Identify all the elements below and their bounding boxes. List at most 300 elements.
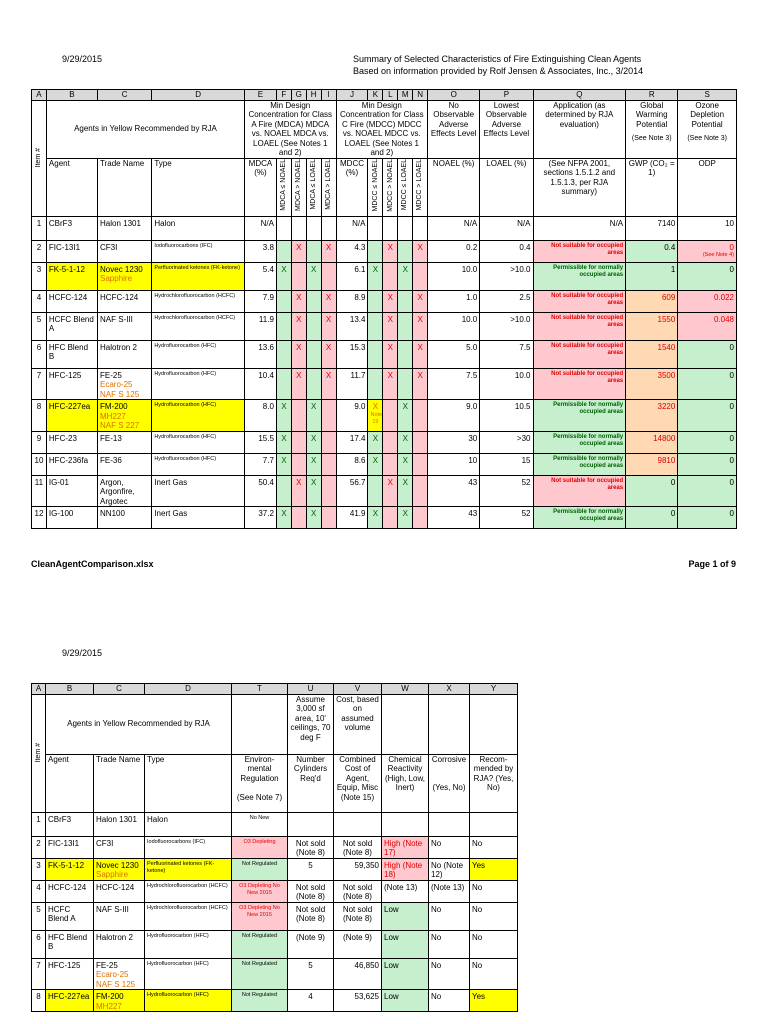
trade-name: [98, 507, 152, 529]
mdca-check-3: X: [306, 475, 321, 507]
agent-name: HFC-23: [46, 431, 97, 453]
recommended-by-rja: [470, 812, 518, 836]
trade-name: [98, 262, 152, 290]
environmental-regulation: Not Regulated: [232, 990, 288, 1012]
trade-name-primary: FE-25: [100, 370, 122, 380]
odp-header: Ozone Depletion Potential (See Note 3): [678, 100, 737, 158]
mdcc-check-4: [413, 290, 428, 312]
mdcc-check-2: [383, 216, 398, 240]
column-letter-m: M: [398, 90, 413, 101]
trade-name: [98, 290, 152, 312]
loael-value: >10.0: [480, 312, 533, 340]
table-row: [32, 858, 518, 880]
item-number: 1: [32, 216, 47, 240]
noael-value: 9.0: [428, 400, 480, 432]
mdcc-check-3: [398, 475, 413, 507]
column-letter-k: K: [368, 90, 383, 101]
mdca-check-2: X: [291, 475, 306, 507]
page-2: [0, 600, 768, 1024]
check-mark: X: [387, 314, 393, 324]
mdcc-value: 8.9: [336, 290, 368, 312]
agent-type: Hydrochlorofluorocarbon (HCFC): [145, 902, 232, 930]
corrosive: No (Note 12): [429, 858, 470, 880]
loael-header: Lowest Observable Adverse Effects Level: [480, 100, 533, 158]
cylinders-required: 5: [288, 958, 334, 990]
item-number: 1: [32, 812, 46, 836]
loael-value: 10.5: [480, 400, 533, 432]
mdcc-check-2: [383, 368, 398, 400]
trade-name-alt: Ecaro-25: [100, 380, 133, 389]
noael-col-header: NOAEL (%): [428, 158, 480, 216]
mdca-check-2: X: [291, 312, 306, 340]
agent-name: HFC-227ea: [46, 400, 97, 432]
odp-number: 0: [729, 477, 734, 487]
column-letter-b: B: [46, 90, 97, 101]
mdca-check-1: [276, 312, 291, 340]
y-header: [470, 694, 518, 754]
trade-name-primary: NAF S-III: [96, 904, 129, 914]
column-letter-e: E: [244, 90, 276, 101]
trade-name: [94, 930, 145, 958]
column-letter-a: A: [32, 90, 47, 101]
corrosive: [429, 812, 470, 836]
loael-value: >10.0: [480, 262, 533, 290]
trade-name: [98, 368, 152, 400]
mdca-value: 50.4: [244, 475, 276, 507]
trade-name-alt: MH227: [96, 1001, 122, 1011]
combined-cost: 59,350: [334, 858, 382, 880]
mdcc-check-3: [398, 453, 413, 475]
item-number: 11: [32, 475, 47, 507]
trade-name-primary: Argon, Argonfire, Argotec: [100, 477, 135, 506]
check-mark: X: [402, 264, 408, 274]
agent-type: Iodofluorocarbons (IFC): [152, 240, 245, 262]
environmental-regulation: Not Regulated: [232, 858, 288, 880]
gwp-value: 1: [626, 262, 678, 290]
column-letter-f: F: [276, 90, 291, 101]
mdcc-check-1: [368, 507, 383, 529]
item-number-header: Item #: [32, 694, 46, 812]
document-title: [353, 53, 643, 77]
mdcc-note: Note 19: [370, 411, 383, 425]
item-number: 8: [32, 990, 46, 1012]
mdca-value: 11.9: [244, 312, 276, 340]
u-header: Assume 3,000 sf area, 10' ceilings, 70 deg F: [288, 694, 334, 754]
mdca-value: 8.0: [244, 400, 276, 432]
check-mark: X: [417, 342, 423, 352]
mdca-check-1: X: [276, 431, 291, 453]
mdca-value: 10.4: [244, 368, 276, 400]
agent-type: Hydrofluorocarbon (HFC): [145, 990, 232, 1012]
noael-value: 0.2: [428, 240, 480, 262]
table-row: [32, 507, 737, 529]
noael-value: 43: [428, 475, 480, 507]
noael-value: 1.0: [428, 290, 480, 312]
column-letter-h: H: [306, 90, 321, 101]
environmental-regulation: No New: [232, 812, 288, 836]
trade-name-alt: NAF S 227: [100, 421, 140, 430]
mdcc-check-2: [383, 290, 398, 312]
recommended-col-header: Recom-mended by RJA? (Yes, No): [470, 754, 518, 812]
column-letter-c: C: [98, 90, 152, 101]
mdcc-value: 41.9: [336, 507, 368, 529]
trade-name: [98, 312, 152, 340]
agent-name: HFC Blend B: [46, 930, 94, 958]
table-row: [32, 262, 737, 290]
agent-name: FK-5-1-12: [46, 858, 94, 880]
mdcc-value: 11.7: [336, 368, 368, 400]
mdca-value: 37.2: [244, 507, 276, 529]
column-letter-l: L: [383, 90, 398, 101]
chemical-reactivity: Low: [382, 990, 429, 1012]
cylinders-required: Not sold (Note 8): [288, 902, 334, 930]
mdca-check-4: [321, 431, 336, 453]
item-number-header: Item #: [32, 100, 47, 216]
combined-cost: 46,850: [334, 958, 382, 990]
trade-name: [94, 858, 145, 880]
trade-name: [98, 340, 152, 368]
mdcc-check-2: [383, 507, 398, 529]
clean-agent-table-2: [31, 683, 518, 1012]
mdcc-check-1: [368, 340, 383, 368]
mdca-check-3: [306, 312, 321, 340]
odp-value: [678, 240, 737, 262]
trade-name-primary: Halotron 2: [96, 932, 133, 942]
v1-header: MDCA ≤ NOAEL: [276, 158, 291, 216]
trade-name: [94, 880, 145, 902]
column-letter-o: O: [428, 90, 480, 101]
column-letter-j: J: [336, 90, 368, 101]
mdca-value: 13.6: [244, 340, 276, 368]
mdcc-check-1: [368, 290, 383, 312]
column-letter-y: Y: [470, 684, 518, 695]
gwp-value: 1540: [626, 340, 678, 368]
gwp-value: 3500: [626, 368, 678, 400]
noael-value: 10: [428, 453, 480, 475]
agent-name: FK-5-1-12: [46, 262, 97, 290]
table-row: [32, 812, 518, 836]
column-letter-q: Q: [533, 90, 626, 101]
cost-col-header: Combined Cost of Agent, Equip, Misc (Note 15): [334, 754, 382, 812]
item-number: 2: [32, 836, 46, 858]
trade-name: [94, 958, 145, 990]
odp-col-header: ODP: [678, 158, 737, 216]
odp-number: 0: [729, 242, 734, 252]
chemical-reactivity: (Note 13): [382, 880, 429, 902]
loael-value: >30: [480, 431, 533, 453]
application-col-header: (See NFPA 2001, sections 1.5.1.2 and 1.5.1.3, per RJA summary): [533, 158, 626, 216]
check-mark: X: [372, 455, 379, 465]
odp-value: [678, 216, 737, 240]
trade-name: [98, 240, 152, 262]
recommended-by-rja: No: [470, 836, 518, 858]
table-row: [32, 368, 737, 400]
odp-value: [678, 400, 737, 432]
agent-type: Hydrofluorocarbon (HFC): [145, 930, 232, 958]
mdca-check-1: X: [276, 507, 291, 529]
agent-name: HCFC Blend A: [46, 312, 97, 340]
mdcc-check-2: [383, 431, 398, 453]
mdca-check-4: [321, 453, 336, 475]
trade-name-primary: CF3I: [96, 838, 114, 848]
agent-type: Hydrochlorofluorocarbon (HCFC): [145, 880, 232, 902]
mdcc-check-3: [398, 312, 413, 340]
footer-page-number: Page 1 of 9: [688, 559, 736, 569]
w2-header: MDCC > NOAEL: [383, 158, 398, 216]
noael-value: 30: [428, 431, 480, 453]
check-mark: X: [372, 264, 379, 274]
column-letter-r: R: [626, 90, 678, 101]
mdcc-check-4: [413, 312, 428, 340]
check-mark: X: [372, 509, 379, 518]
mdca-check-1: X: [276, 453, 291, 475]
trade-name-alt: NAF S 125: [100, 389, 140, 399]
loael-value: 2.5: [480, 290, 533, 312]
column-letter-i: I: [321, 90, 336, 101]
chemical-reactivity: Low: [382, 902, 429, 930]
mdcc-check-4: [413, 475, 428, 507]
print-date: 9/29/2015: [62, 648, 103, 658]
loael-value: 52: [480, 507, 533, 529]
table-row: [32, 990, 518, 1012]
trade-name-primary: FE-25: [96, 960, 118, 970]
agent-name: HFC-125: [46, 958, 94, 990]
mdcc-check-3: [398, 507, 413, 529]
gwp-value: 609: [626, 290, 678, 312]
mdcc-value: N/A: [336, 216, 368, 240]
cylinders-required: Not sold (Note 8): [288, 836, 334, 858]
noael-value: N/A: [428, 216, 480, 240]
mdcc-check-4: [413, 507, 428, 529]
check-mark: X: [402, 402, 408, 411]
x-header: [429, 694, 470, 754]
mdcc-check-4: [413, 453, 428, 475]
table-row: [32, 930, 518, 958]
column-letter-b: B: [46, 684, 94, 695]
check-mark: X: [402, 509, 408, 518]
table-row: [32, 400, 737, 432]
mdca-check-3: [306, 290, 321, 312]
mdcc-check-4: [413, 431, 428, 453]
environmental-col-header: Environ-mental Regulation (See Note 7): [232, 754, 288, 812]
agent-name: FIC-13I1: [46, 836, 94, 858]
type-col-header: Type: [145, 754, 232, 812]
application-status: Not suitable for occupied areas: [533, 312, 626, 340]
column-letter-x: X: [429, 684, 470, 695]
gwp-value: 1550: [626, 312, 678, 340]
mdcc-check-3: [398, 368, 413, 400]
item-number: 6: [32, 340, 47, 368]
check-mark: X: [387, 370, 393, 380]
table-row: [32, 216, 737, 240]
cylinders-required: 5: [288, 858, 334, 880]
agent-type: Inert Gas: [152, 475, 245, 507]
mdca-value: 7.7: [244, 453, 276, 475]
application-status: Permissible for normally occupied areas: [533, 400, 626, 432]
mdca-check-1: [276, 340, 291, 368]
mdcc-check-2: [383, 400, 398, 432]
mdcc-check-3: [398, 290, 413, 312]
v3-header: MDCA ≤ LOAEL: [306, 158, 321, 216]
cylinders-col-header: Number Cylinders Req'd: [288, 754, 334, 812]
mdcc-value: 17.4: [336, 431, 368, 453]
mdca-check-2: X: [291, 368, 306, 400]
trade-name-primary: HCFC-124: [100, 292, 139, 302]
mdca-check-3: X: [306, 453, 321, 475]
corrosive: No: [429, 930, 470, 958]
agent-col-header: Agent: [46, 158, 97, 216]
trade-name: [94, 836, 145, 858]
table-row: [32, 240, 737, 262]
gwp-value: 9810: [626, 453, 678, 475]
item-number: 6: [32, 930, 46, 958]
table-row: [32, 475, 737, 507]
print-date: 9/29/2015: [62, 54, 103, 64]
trade-name-primary: FE-36: [100, 455, 122, 465]
check-mark: X: [417, 314, 423, 324]
check-mark: X: [372, 433, 379, 443]
trade-name-primary: FM-200: [96, 992, 124, 1001]
odp-number: 0.048: [713, 314, 734, 324]
recommended-note: Agents in Yellow Recommended by RJA: [46, 694, 232, 754]
mdcc-check-4: [413, 216, 428, 240]
trade-name-alt: Sapphire: [96, 870, 129, 879]
trade-name: [98, 431, 152, 453]
loael-col-header: LOAEL (%): [480, 158, 533, 216]
mdca-value: 15.5: [244, 431, 276, 453]
noael-value: 10.0: [428, 262, 480, 290]
check-mark: X: [387, 342, 393, 352]
mdca-check-1: X: [276, 262, 291, 290]
trade-col-header: Trade Name: [98, 158, 152, 216]
mdcc-check-4: [413, 262, 428, 290]
chemical-reactivity: Low: [382, 930, 429, 958]
mdca-check-1: [276, 290, 291, 312]
agent-name: HFC-236fa: [46, 453, 97, 475]
mdca-check-2: [291, 262, 306, 290]
item-number: 3: [32, 262, 47, 290]
agent-name: HCFC-124: [46, 290, 97, 312]
column-letter-s: S: [678, 90, 737, 101]
mdcc-check-2: [383, 312, 398, 340]
cylinders-required: (Note 9): [288, 930, 334, 958]
mdcc-check-4: [413, 240, 428, 262]
mdcc-value: 6.1: [336, 262, 368, 290]
application-status: Permissible for normally occupied areas: [533, 453, 626, 475]
table-row: [32, 880, 518, 902]
column-letter-c: C: [94, 684, 145, 695]
item-number: 7: [32, 958, 46, 990]
check-mark: X: [417, 292, 423, 302]
column-letter-p: P: [480, 90, 533, 101]
gwp-value: 3220: [626, 400, 678, 432]
mdcc-check-2: [383, 340, 398, 368]
recommended-by-rja: No: [470, 880, 518, 902]
check-mark: X: [387, 242, 393, 252]
trade-name-primary: Halon 1301: [100, 218, 141, 228]
agent-name: IG-01: [46, 475, 97, 507]
corrosive: No: [429, 902, 470, 930]
item-number: 10: [32, 453, 47, 475]
w-header: [382, 694, 429, 754]
mdca-check-3: [306, 216, 321, 240]
chemical-reactivity: High (Note 17): [382, 836, 429, 858]
mdcc-check-4: [413, 368, 428, 400]
odp-number: 0.022: [713, 292, 734, 302]
mdca-check-2: [291, 400, 306, 432]
subtitle-line: Based on information provided by Rolf Jensen & Associates, Inc., 3/2014: [353, 66, 644, 76]
mdcc-check-1: [368, 216, 383, 240]
mdca-check-4: [321, 400, 336, 432]
trade-name-primary: NAF S-III: [100, 314, 133, 324]
mdcc-check-2: [383, 475, 398, 507]
gwp-value: 7140: [626, 216, 678, 240]
column-letter-u: U: [288, 684, 334, 695]
mdca-check-4: X: [321, 312, 336, 340]
odp-value: [678, 290, 737, 312]
cylinders-required: [288, 812, 334, 836]
agent-name: HFC-227ea: [46, 990, 94, 1012]
agent-name: HFC Blend B: [46, 340, 97, 368]
odp-number: 10: [725, 218, 734, 228]
environmental-regulation: O3 Depleting No New 2015: [232, 880, 288, 902]
mdca-header: Min Design Concentration for Class A Fire (MDCA) MDCA vs. NOAEL MDCA vs. LOAEL (See Notes 1 and 2): [244, 100, 336, 158]
odp-number: 0: [729, 264, 734, 274]
table-row: [32, 958, 518, 990]
combined-cost: [334, 812, 382, 836]
mdca-check-1: [276, 368, 291, 400]
mdca-check-4: [321, 475, 336, 507]
mdcc-check-3: [398, 340, 413, 368]
mdcc-check-3: [398, 240, 413, 262]
trade-col-header: Trade Name: [94, 754, 145, 812]
item-number: 5: [32, 312, 47, 340]
trade-name-primary: CF3I: [100, 242, 118, 252]
mdcc-value: 56.7: [336, 475, 368, 507]
trade-name-primary: Novec 1230: [96, 860, 139, 870]
table-row: [32, 340, 737, 368]
trade-name-alt: MH227: [100, 411, 126, 421]
trade-name-primary: Halon 1301: [96, 814, 137, 824]
mdca-check-4: X: [321, 340, 336, 368]
loael-value: 0.4: [480, 240, 533, 262]
cylinders-required: Not sold (Note 8): [288, 880, 334, 902]
mdca-col-header: MDCA (%): [244, 158, 276, 216]
combined-cost: Not sold (Note 8): [334, 880, 382, 902]
mdca-check-2: [291, 453, 306, 475]
mdca-check-4: [321, 216, 336, 240]
agent-type: Halon: [152, 216, 245, 240]
agent-type: Iodofluorocarbons (IFC): [145, 836, 232, 858]
odp-value: [678, 453, 737, 475]
mdca-check-1: [276, 216, 291, 240]
column-letter-g: G: [291, 90, 306, 101]
mdca-check-1: [276, 240, 291, 262]
corrosive: (Note 13): [429, 880, 470, 902]
footer-filename: CleanAgentComparison.xlsx: [31, 559, 154, 569]
recommended-by-rja: Yes: [470, 858, 518, 880]
agent-type: Hydrofluorocarbon (HFC): [145, 958, 232, 990]
table-row: [32, 836, 518, 858]
cylinders-required: 4: [288, 990, 334, 1012]
odp-value: [678, 262, 737, 290]
mdcc-check-3: [398, 400, 413, 432]
agent-type: Perfluorinated ketones (FK-ketone): [145, 858, 232, 880]
mdca-check-3: X: [306, 400, 321, 432]
column-letter-v: V: [334, 684, 382, 695]
table-row: [32, 290, 737, 312]
column-letter-w: W: [382, 684, 429, 695]
